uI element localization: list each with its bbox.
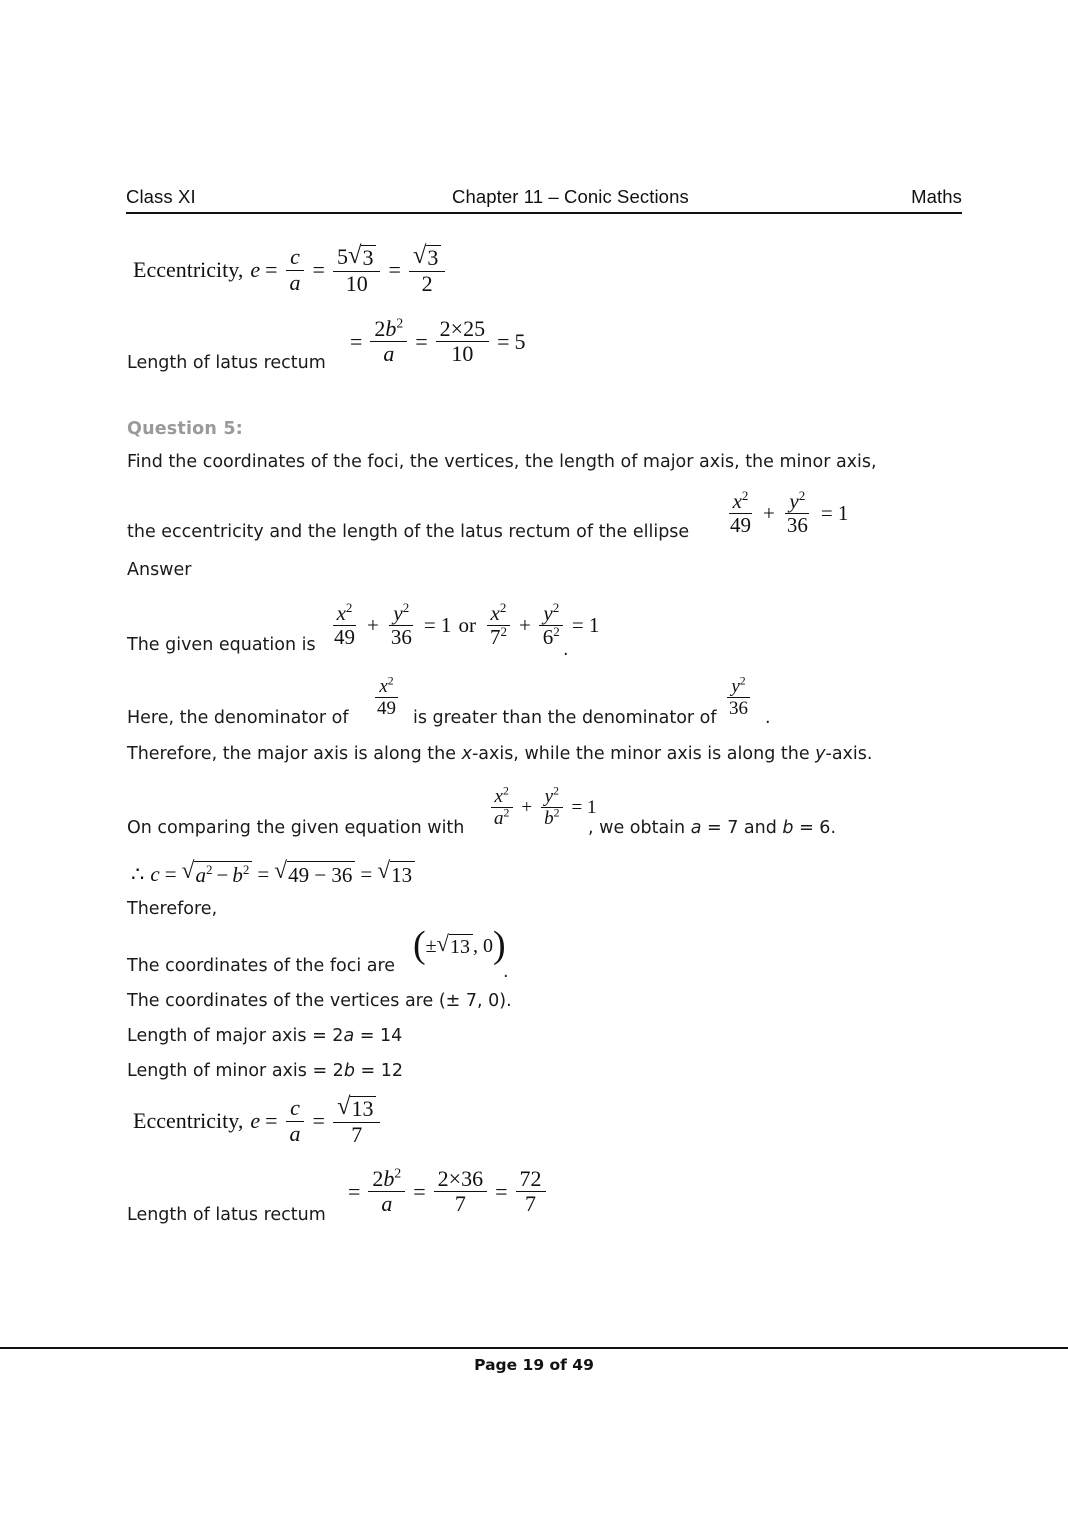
question-heading: Question 5:: [127, 419, 243, 439]
frac-numerator: 72: [516, 1168, 546, 1192]
foci-line-period: .: [503, 962, 509, 982]
var-y: y: [731, 676, 740, 697]
axis-line-pre: Therefore, the major axis is along the: [127, 744, 462, 764]
exponent-2: 2: [503, 807, 510, 821]
frac-denominator: a: [381, 1191, 393, 1217]
var-x: x: [490, 601, 500, 625]
equals-1: =: [164, 862, 177, 886]
axis-line-post: -axis.: [825, 744, 873, 764]
var-x: x: [461, 744, 472, 764]
comparing-line-prefix: On comparing the given equation with: [127, 818, 465, 838]
frac-denominator: [490, 808, 513, 828]
exponent-2: 2: [798, 488, 806, 503]
frac-numerator: [729, 488, 753, 514]
frac-denominator: a: [289, 269, 301, 295]
frac-numerator: [333, 242, 381, 272]
frac-denominator: 7: [454, 1191, 466, 1217]
frac-numerator: c: [286, 1097, 304, 1121]
sqrt-13: √ 13: [377, 861, 415, 888]
sqrt-13: √ 13: [337, 1096, 377, 1121]
frac-numerator: [368, 1165, 405, 1192]
var-a: a: [494, 808, 504, 830]
var-x: x: [336, 601, 346, 625]
radicand: [194, 861, 252, 888]
given-equation-period: .: [563, 640, 569, 660]
fraction-xsq-over-49: [726, 488, 755, 538]
frac-denominator: 49: [730, 513, 751, 538]
left-paren: (: [413, 924, 426, 966]
var-y: y: [815, 744, 826, 764]
var-b: b: [232, 863, 243, 887]
frac-denominator: a: [289, 1120, 301, 1146]
standard-ellipse-equation: [487, 784, 597, 830]
eccentricity-label: Eccentricity,: [133, 1108, 244, 1134]
equals-3: =: [388, 257, 401, 283]
page-header: [126, 186, 962, 214]
var-y: y: [544, 786, 554, 807]
comparing-line-result: [588, 818, 836, 840]
c-value-equation: [131, 858, 415, 888]
equals-1: =: [348, 1178, 361, 1204]
fraction-xsq-over-asq: [490, 784, 513, 830]
sqrt-asq-minus-bsq: √ $a^2 - b^2$: [182, 861, 253, 888]
frac-numerator: [541, 784, 563, 808]
fraction-ysq-over-36: [387, 600, 416, 650]
fraction-2x25-over-10: [436, 318, 489, 366]
exponent-2: 2: [502, 784, 509, 798]
exponent-2: 2: [394, 1165, 402, 1181]
frac-denominator: [486, 626, 511, 648]
var-b: b: [385, 316, 397, 341]
frac-numerator: [333, 600, 357, 626]
frac-numerator: [333, 1093, 381, 1123]
exponent-2: 2: [499, 600, 507, 615]
exponent-2: 2: [553, 624, 560, 640]
axis-orientation-line: [127, 744, 872, 766]
comparing-post: , we obtain: [588, 818, 691, 838]
equals-1: =: [350, 328, 363, 354]
radicand: 13: [350, 1096, 376, 1121]
paren-group: [413, 924, 506, 966]
fraction-xsq-over-49: [330, 600, 359, 650]
coefficient-2: 2: [374, 316, 386, 341]
var-x: x: [494, 786, 503, 807]
var-y: y: [789, 489, 799, 513]
frac-denominator: 7: [351, 1121, 363, 1147]
foci-line-prefix: The coordinates of the foci are: [127, 956, 396, 976]
equals-1: =: [265, 257, 278, 283]
major-axis-post: = 14: [354, 1026, 403, 1046]
frac-numerator: [785, 488, 809, 514]
fraction-root3-over-2: [409, 242, 446, 296]
plus-sign: +: [518, 613, 531, 638]
var-c: c: [150, 862, 160, 886]
equals-3: =: [495, 1178, 508, 1204]
fraction-ysq-over-36: [725, 674, 752, 720]
var-y: y: [393, 601, 403, 625]
sqrt-13: √ 13: [437, 934, 473, 959]
eccentricity-equation-prev: [133, 242, 448, 296]
frac-denominator: [539, 626, 564, 648]
minor-axis-line: [127, 1061, 403, 1083]
frac-numerator: 2×36: [434, 1168, 487, 1192]
exponent-2: 2: [396, 315, 404, 331]
frac-numerator: [389, 600, 413, 626]
sqrt-3: √ 3: [348, 245, 377, 270]
frac-denominator: 7: [525, 1191, 536, 1217]
frac-denominator: a: [383, 341, 395, 367]
fraction-2bsq-over-a: [370, 315, 407, 367]
exponent-2: 2: [402, 600, 410, 615]
fraction-c-over-a-prev: [286, 246, 305, 294]
header-subject-label: Maths: [911, 186, 962, 207]
frac-numerator: [727, 674, 749, 698]
frac-denominator: 36: [729, 698, 748, 720]
var-a: a: [690, 818, 702, 838]
denominator-fraction-x: [370, 674, 403, 720]
plus-sign: +: [521, 796, 533, 818]
fraction-ysq-over-6sq: [539, 600, 564, 650]
var-x: x: [732, 489, 742, 513]
question-ellipse-equation: [723, 488, 849, 538]
eccentricity-var-prev: e: [250, 257, 261, 283]
major-axis-pre: Length of major axis = 2: [127, 1026, 344, 1046]
therefore-symbol: ∴: [131, 862, 145, 886]
sqrt-49-minus-36: √ 49 − 36: [274, 861, 355, 888]
eccentricity-equation-answer: [133, 1093, 383, 1147]
var-b: b: [343, 1061, 355, 1081]
frac-numerator: [539, 600, 563, 626]
footer-divider: [0, 1347, 1068, 1349]
denominator-line-part-3: .: [765, 708, 771, 728]
foci-coordinates-math: [413, 924, 506, 966]
equals-3: =: [360, 862, 373, 886]
fraction-2x36-over-7: [434, 1168, 487, 1216]
fraction-ysq-over-bsq: [540, 784, 563, 830]
exponent-2: 2: [739, 674, 746, 688]
radicand: 13: [390, 861, 415, 888]
page-number-label: Page 19 of 49: [474, 1356, 594, 1374]
given-equation-math: [327, 600, 600, 650]
base-6: 6: [542, 625, 554, 650]
exponent-2: 2: [242, 862, 250, 877]
frac-denominator: 49: [377, 698, 396, 720]
exponent-2: 2: [741, 488, 749, 503]
var-b: b: [544, 808, 554, 830]
frac-numerator: [409, 242, 446, 272]
equals-1: =: [265, 1108, 278, 1134]
equals-2: =: [415, 328, 428, 354]
therefore-label: Therefore,: [127, 899, 218, 919]
right-paren: ): [492, 924, 506, 966]
frac-denominator: 10: [345, 270, 368, 296]
frac-numerator: 2×25: [436, 318, 489, 342]
a-value: = 7 and: [701, 818, 783, 838]
minor-axis-pre: Length of minor axis = 2: [127, 1061, 344, 1081]
radicand: 49 − 36: [287, 861, 355, 888]
var-b: b: [383, 1166, 395, 1191]
fraction-xsq-over-49: [373, 674, 400, 720]
major-axis-line: [127, 1026, 402, 1048]
equals-2: =: [413, 1178, 426, 1204]
header-chapter-title: Chapter 11 – Conic Sections: [451, 186, 689, 207]
equals-2: =: [312, 257, 325, 283]
equals-one: = 1: [423, 613, 452, 638]
frac-numerator: c: [286, 246, 304, 270]
fraction-ysq-over-36: [783, 488, 812, 538]
equals-3: =: [497, 328, 510, 354]
equals-one: = 1: [820, 501, 849, 526]
coefficient-2: 2: [372, 1166, 384, 1191]
radicand: 13: [449, 934, 473, 959]
denominator-line-part-1: Here, the denominator of: [127, 708, 349, 728]
eccentricity-var: e: [250, 1108, 261, 1134]
frac-denominator: [540, 808, 563, 828]
vertices-line: The coordinates of the vertices are (± 7, 0).: [127, 991, 512, 1011]
frac-denominator: 36: [786, 513, 808, 538]
exponent-2: 2: [205, 862, 213, 877]
frac-numerator: [370, 315, 407, 342]
frac-numerator: [491, 784, 513, 808]
frac-denominator: 2: [421, 270, 433, 296]
question-line-2: the eccentricity and the length of the latus rectum of the ellipse: [127, 522, 690, 542]
var-b: b: [782, 818, 794, 838]
exponent-2: 2: [552, 600, 560, 615]
var-a: a: [195, 863, 206, 887]
equals-2: =: [257, 862, 270, 886]
denominator-fraction-y: [722, 674, 755, 720]
exponent-2: 2: [553, 807, 560, 821]
var-a: a: [343, 1026, 355, 1046]
comma-zero: , 0: [472, 934, 493, 957]
exponent-2: 2: [345, 600, 353, 615]
minus-sign: −: [216, 863, 229, 887]
denominator-line-part-2: is greater than the denominator of: [413, 708, 717, 728]
fraction-72-over-7: [516, 1168, 546, 1216]
answer-label: Answer: [127, 560, 192, 580]
latus-rectum-equation-answer: [343, 1165, 549, 1217]
base-7: 7: [489, 625, 501, 650]
given-equation-prefix: The given equation is: [127, 635, 316, 655]
axis-line-mid: -axis, while the minor axis is along the: [471, 744, 816, 764]
fraction-5root3-over-10: [333, 242, 381, 296]
var-x: x: [379, 676, 388, 697]
latus-rectum-equation-prev: [345, 315, 526, 367]
exponent-2: 2: [553, 784, 559, 798]
equals-one: = 1: [571, 613, 600, 638]
frac-numerator: [487, 600, 511, 626]
pm-sign: ±: [425, 934, 437, 957]
question-line-1: Find the coordinates of the foci, the vertices, the length of major axis, the minor axis,: [127, 452, 877, 472]
fraction-2bsq-over-a: [368, 1165, 405, 1217]
fraction-xsq-over-7sq: [486, 600, 511, 650]
frac-denominator: 36: [390, 625, 412, 650]
eccentricity-label-prev: Eccentricity,: [133, 257, 244, 283]
var-y: y: [543, 601, 553, 625]
frac-denominator: 49: [334, 625, 355, 650]
equals-one: = 1: [571, 796, 597, 818]
latus-rectum-label-prev: Length of latus rectum: [127, 353, 326, 373]
header-class-label: Class XI: [126, 186, 196, 207]
b-value: = 6.: [793, 818, 837, 838]
plus-sign: +: [763, 501, 775, 526]
frac-denominator: 10: [451, 341, 474, 367]
fraction-root13-over-7: [333, 1093, 381, 1147]
frac-numerator: [375, 674, 397, 698]
minor-axis-post: = 12: [354, 1061, 403, 1081]
fraction-c-over-a: [286, 1097, 305, 1145]
exponent-2: 2: [500, 624, 507, 640]
sqrt-3: √ 3: [413, 245, 442, 270]
latus-rectum-result-prev: 5: [514, 328, 526, 354]
exponent-2: 2: [387, 674, 394, 688]
or-word: or: [458, 613, 476, 638]
equals-2: =: [312, 1108, 325, 1134]
latus-rectum-label-answer: Length of latus rectum: [127, 1205, 326, 1225]
plus-sign: +: [367, 613, 379, 638]
coefficient-5: 5: [336, 244, 348, 269]
